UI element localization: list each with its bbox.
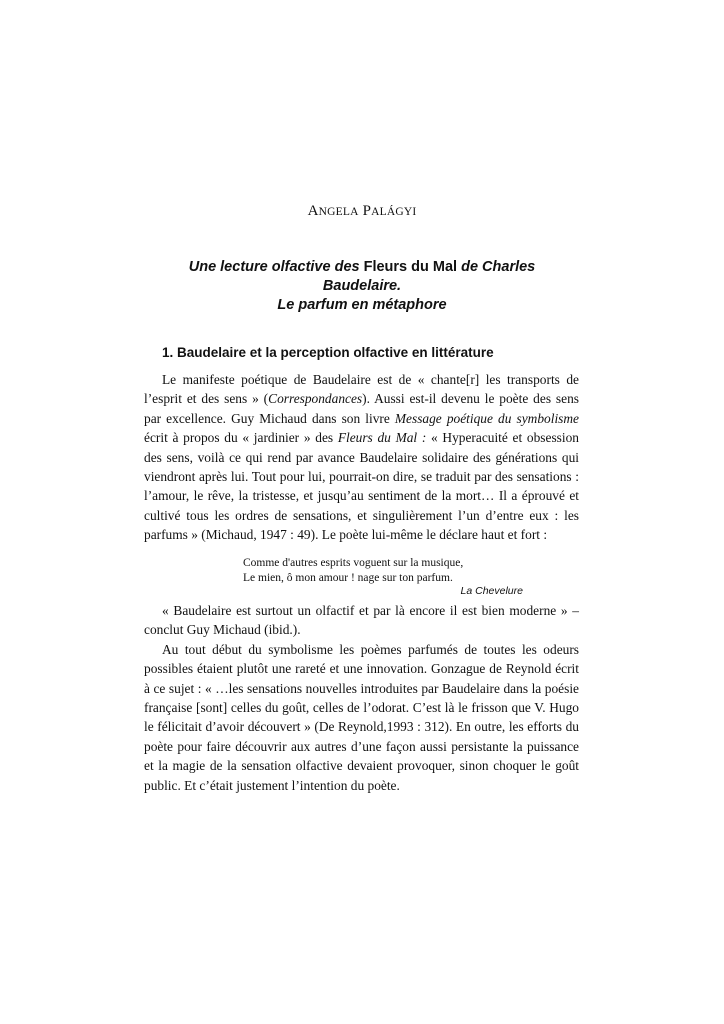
title-part3: de Charles Baudelaire. <box>322 259 536 294</box>
body-text-2 <box>144 601 579 795</box>
title-part2: Fleurs du Mal <box>363 259 458 275</box>
author-first-initial: A <box>307 203 319 219</box>
paragraph-3: Au tout début du symbolisme les poèmes parfumés de toutes les odeurs possibles étaient plutôt une rareté et une innovation. Gonzague de Reynold écrit à ce sujet : « …les sensations nouvelles introduites par Baudelaire dans la poésie française [sont] celles du goût, celles de l’odorat. C’est là le frisson que V. Hugo le félicitait d’avoir découvert » (De Reynold,1993 : 312). En outre, les efforts du poète pour faire découvrir aux autres d’une façon aussi persistante la puissance et la magie de la sensation olfactive devaient provoquer, sinon choquer le goût public. Et c’était justement l’intention du poète. <box>144 641 579 793</box>
para1-e: écrit à propos du « jardinier » des <box>144 430 338 446</box>
para1-f: Fleurs du Mal : <box>337 430 427 446</box>
author-last-rest: ALÁGYI <box>371 206 417 218</box>
body-text-1 <box>144 370 579 545</box>
author-first-rest: NGELA <box>318 206 359 218</box>
paper-title <box>160 258 564 315</box>
title-subtitle: Le parfum en métaphore <box>277 297 447 313</box>
author-name <box>0 203 724 220</box>
title-part1: Une lecture olfactive des <box>188 259 364 275</box>
para1-d: Message poétique du symbolisme <box>394 410 579 426</box>
verse-line-1: Comme d'autres esprits voguent sur la musique, <box>243 557 464 569</box>
para1-a: Le manifeste poétique de Baudelaire est de « chante[r] les transports de l’esprit et des sens » ( <box>144 372 579 407</box>
verse-quote <box>243 556 523 586</box>
para1-c: ). Aussi est-il devenu le poète des sens par excellence. Guy Michaud dans son livre <box>144 391 579 426</box>
paragraph-1 <box>144 370 579 545</box>
verse-source: La Chevelure <box>460 585 523 597</box>
section-heading: 1. Baudelaire et la perception olfactive en littérature <box>162 345 494 360</box>
paragraph-2: « Baudelaire est surtout un olfactif et par là encore il est bien moderne » – conclut Guy Michaud (ibid.). <box>144 603 579 638</box>
author-last-initial: P <box>362 203 372 219</box>
para1-g: « Hyperacuité et obsession des sens, voilà ce qui rend par avance Baudelaire solidaire des générations qui viendront après lui. Tout pour lui, pourrait-on dire, se traduit par des sensations : l’amour, le rêve, la tristesse, et jusqu’au sentiment de la mort… Il a éprouvé et cultivé tous les ordres de sensations, et singulièrement l’un d’entre eux : les parfums » (Michaud, 1947 : 49). Le poète lui-même le déclare haut et fort : <box>144 430 579 543</box>
verse-line-2: Le mien, ô mon amour ! nage sur ton parfum. <box>243 572 453 584</box>
para1-b: Correspondances <box>268 391 363 407</box>
